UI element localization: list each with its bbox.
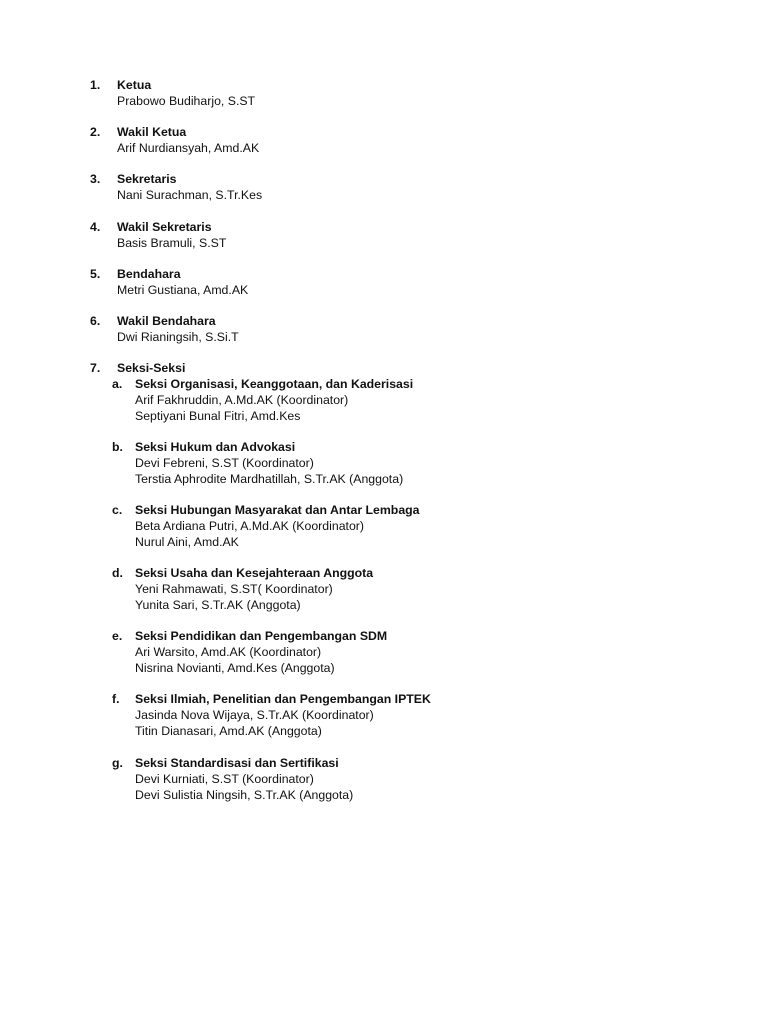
member-name: Devi Sulistia Ningsih, S.Tr.AK (Anggota) — [135, 788, 354, 802]
member-name: Yeni Rahmawati, S.ST( Koordinator) — [135, 582, 333, 596]
member-name: Yunita Sari, S.Tr.AK (Anggota) — [135, 598, 301, 612]
section-title: Seksi Pendidikan dan Pengembangan SDM — [135, 629, 388, 643]
person-name: Prabowo Budiharjo, S.ST — [117, 94, 256, 108]
position-title: Sekretaris — [117, 172, 177, 186]
position-title: Seksi-Seksi — [117, 361, 186, 375]
person-name: Nani Surachman, S.Tr.Kes — [117, 188, 263, 202]
item-number: 1. — [90, 78, 101, 92]
sub-item-letter: c. — [112, 503, 123, 517]
sub-item-letter: b. — [112, 440, 123, 454]
member-name: Arif Fakhruddin, A.Md.AK (Koordinator) — [135, 393, 349, 407]
position-title: Ketua — [117, 78, 152, 92]
person-name: Basis Bramuli, S.ST — [117, 236, 227, 250]
sub-item-letter: d. — [112, 566, 123, 580]
section-title: Seksi Usaha dan Kesejahteraan Anggota — [135, 566, 374, 580]
item-number: 5. — [90, 267, 101, 281]
section-title: Seksi Ilmiah, Penelitian dan Pengembangan IPTEK — [135, 692, 431, 706]
position-title: Bendahara — [117, 267, 181, 281]
member-name: Ari Warsito, Amd.AK (Koordinator) — [135, 645, 322, 659]
member-name: Devi Kurniati, S.ST (Koordinator) — [135, 772, 314, 786]
position-title: Wakil Ketua — [117, 125, 187, 139]
member-name: Jasinda Nova Wijaya, S.Tr.AK (Koordinator) — [135, 708, 374, 722]
member-name: Nurul Aini, Amd.AK — [135, 535, 239, 549]
member-name: Septiyani Bunal Fitri, Amd.Kes — [135, 409, 301, 423]
section-title: Seksi Hubungan Masyarakat dan Antar Lembaga — [135, 503, 420, 517]
section-title: Seksi Organisasi, Keanggotaan, dan Kaderisasi — [135, 377, 414, 391]
sub-item-letter: a. — [112, 377, 123, 391]
member-name: Terstia Aphrodite Mardhatillah, S.Tr.AK (Anggota) — [135, 472, 404, 486]
member-name: Beta Ardiana Putri, A.Md.AK (Koordinator) — [135, 519, 364, 533]
item-number: 7. — [90, 361, 101, 375]
person-name: Arif Nurdiansyah, Amd.AK — [117, 141, 260, 155]
member-name: Titin Dianasari, Amd.AK (Anggota) — [135, 724, 322, 738]
position-title: Wakil Sekretaris — [117, 220, 212, 234]
item-number: 4. — [90, 220, 101, 234]
person-name: Dwi Rianingsih, S.Si.T — [117, 330, 239, 344]
sub-item-letter: g. — [112, 756, 123, 770]
person-name: Metri Gustiana, Amd.AK — [117, 283, 249, 297]
item-number: 6. — [90, 314, 101, 328]
sub-item-letter: f. — [112, 692, 120, 706]
item-number: 3. — [90, 172, 101, 186]
section-title: Seksi Hukum dan Advokasi — [135, 440, 296, 454]
sub-item-letter: e. — [112, 629, 123, 643]
member-name: Devi Febreni, S.ST (Koordinator) — [135, 456, 314, 470]
member-name: Nisrina Novianti, Amd.Kes (Anggota) — [135, 661, 335, 675]
position-title: Wakil Bendahara — [117, 314, 216, 328]
section-title: Seksi Standardisasi dan Sertifikasi — [135, 756, 339, 770]
item-number: 2. — [90, 125, 101, 139]
